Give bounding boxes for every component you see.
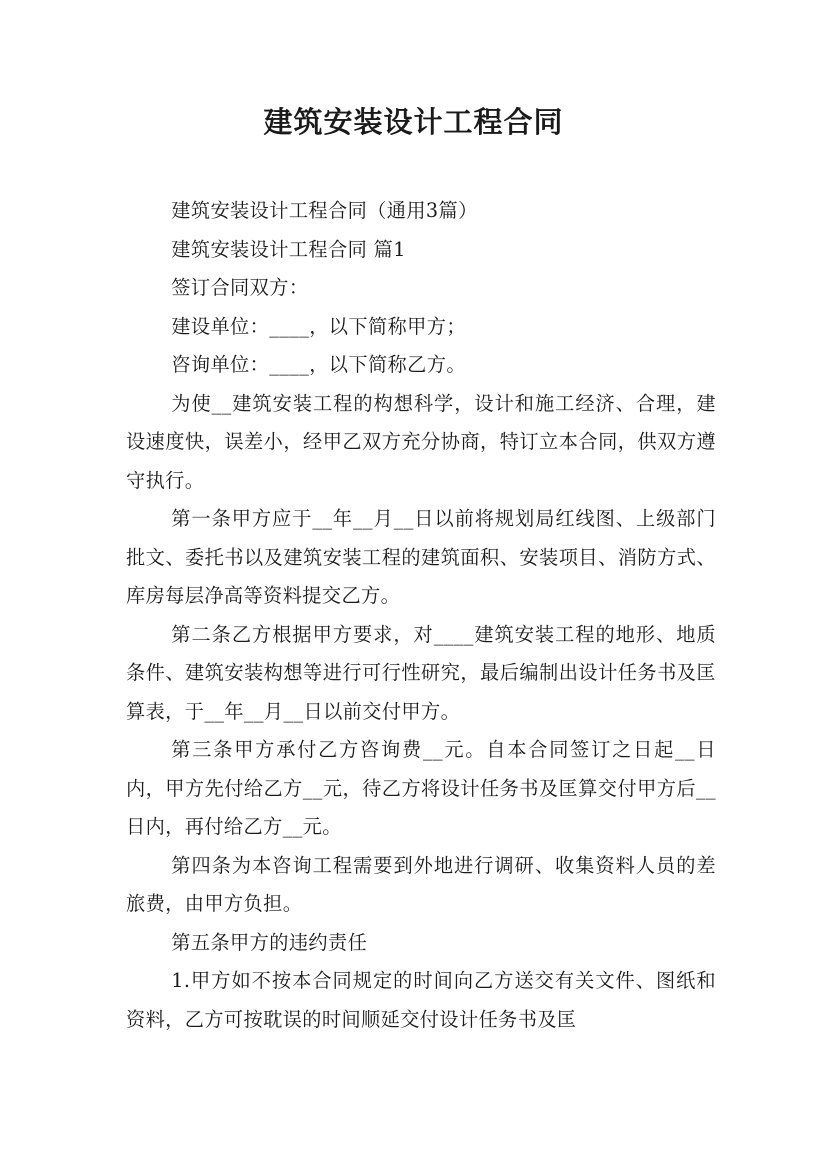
document-body bbox=[126, 192, 716, 1039]
paragraph-article-4: 第四条为本咨询工程需要到外地进行调研、收集资料人员的差旅费，由甲方负担。 bbox=[126, 853, 716, 915]
paragraph-article-1: 第一条甲方应于__年__月__日以前将规划局红线图、上级部门批文、委托书以及建筑安装工程的建筑面积、安装项目、消防方式、库房每层净高等资料提交乙方。 bbox=[126, 507, 716, 607]
paragraph-parties: 签订合同双方： bbox=[171, 276, 309, 299]
paragraph-party-b: 咨询单位：____，以下简称乙方。 bbox=[171, 353, 466, 376]
paragraph-purpose: 为使__建筑安装工程的构想科学，设计和施工经济、合理，建设速度快，误差小，经甲乙双方充分协商，特订立本合同，供双方遵守执行。 bbox=[126, 391, 716, 492]
paragraph-party-a: 建设单位：____，以下简称甲方； bbox=[171, 314, 466, 338]
paragraph-article-2: 第二条乙方根据甲方要求，对____建筑安装工程的地形、地质条件、建筑安装构想等进行可行性研究，最后编制出设计任务书及匡算表，于__年__月__日以前交付甲方。 bbox=[126, 622, 716, 723]
document-title: 建筑安装设计工程合同 bbox=[263, 105, 564, 139]
paragraph-part-heading: 建筑安装设计工程合同 篇1 bbox=[171, 237, 406, 261]
paragraph-article-3: 第三条甲方承付乙方咨询费__元。自本合同签订之日起__日内，甲方先付给乙方__元，待乙方将设计任务书及匡算交付甲方后__日内，再付给乙方__元。 bbox=[126, 738, 716, 838]
paragraph-clause-5-1: 1.甲方如不按本合同规定的时间向乙方送交有关文件、图纸和资料，乙方可按耽误的时间顺延交付设计任务书及匡 bbox=[126, 969, 716, 1031]
paragraph-subtitle: 建筑安装设计工程合同（通用3篇） bbox=[171, 199, 478, 222]
paragraph-article-5: 第五条甲方的违约责任 bbox=[171, 930, 368, 954]
